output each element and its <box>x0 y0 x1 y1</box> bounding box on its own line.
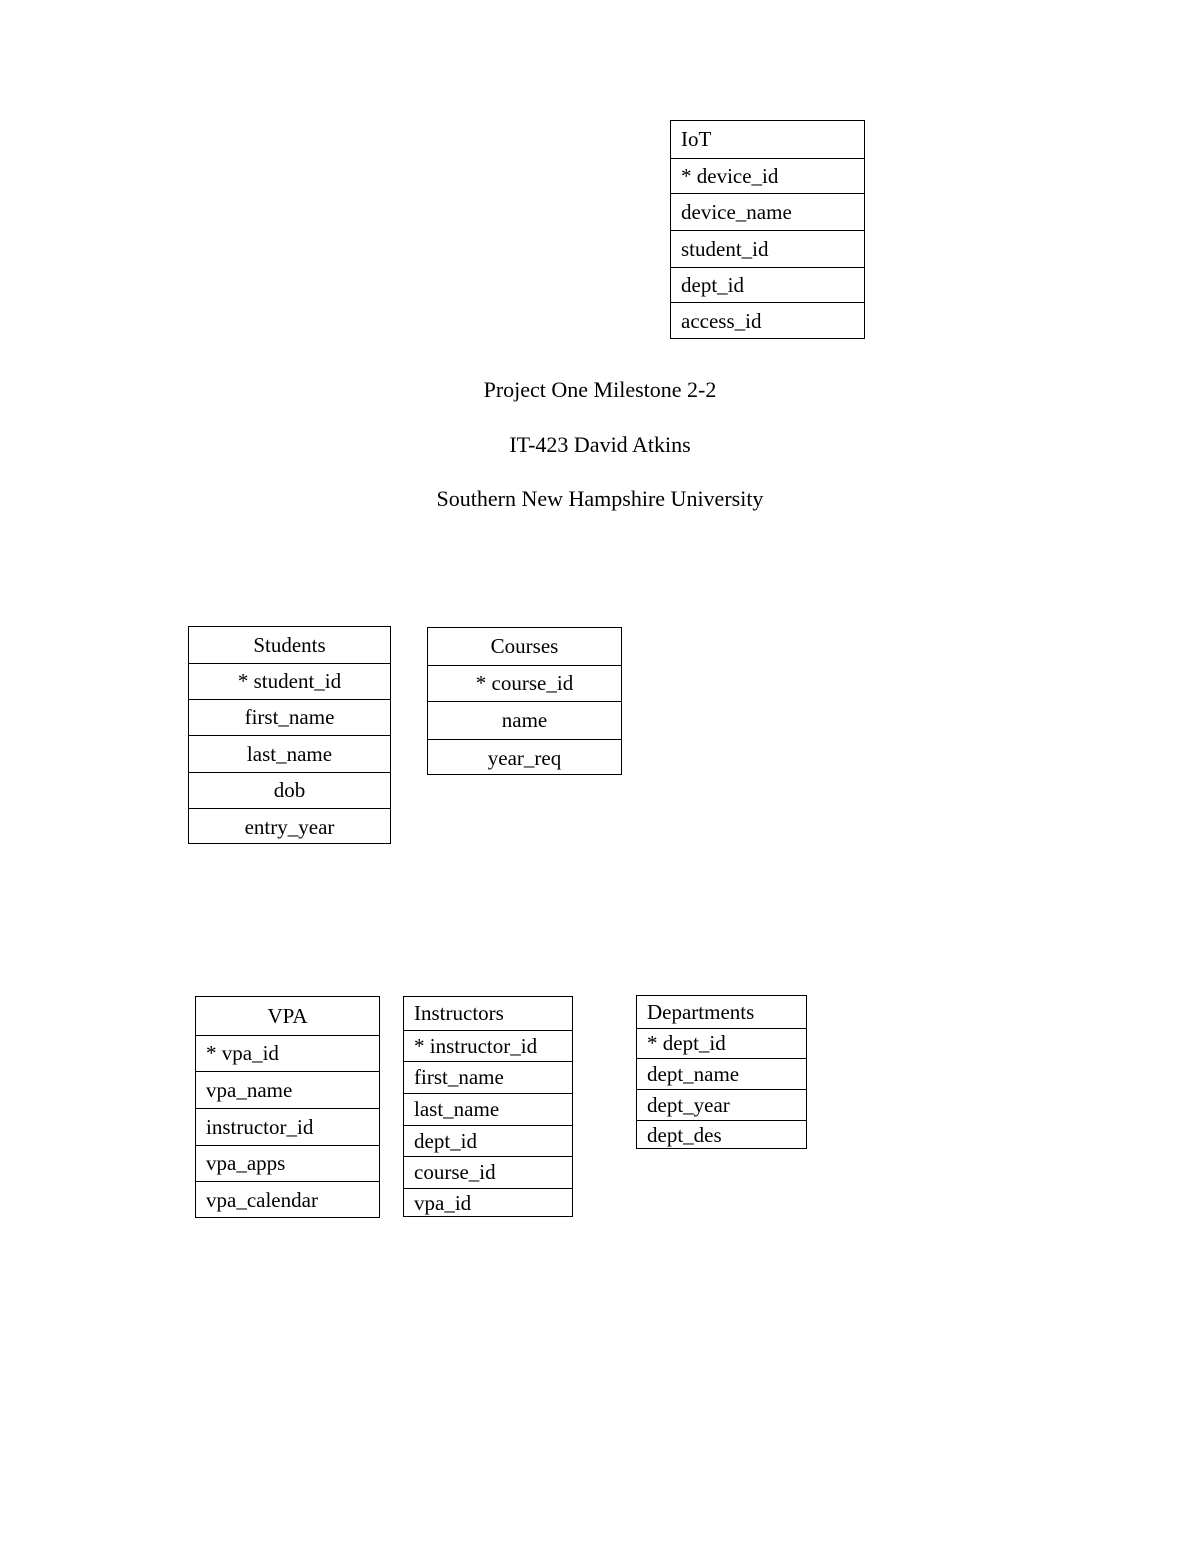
course-author-line: IT-423 David Atkins <box>509 432 691 457</box>
entity-instructors-field-instructor-id: * instructor_id <box>404 1030 572 1061</box>
entity-instructors-field-dept-id: dept_id <box>404 1125 572 1156</box>
university-line: Southern New Hampshire University <box>436 486 764 511</box>
entity-departments-field-dept-des: dept_des <box>637 1120 806 1150</box>
entity-students <box>188 626 391 844</box>
entity-courses-header: Courses <box>490 634 559 658</box>
entity-courses <box>427 627 622 775</box>
entity-instructors-header: Instructors <box>414 1001 504 1025</box>
entity-vpa-field-vpa-id: * vpa_id <box>196 1035 379 1071</box>
entity-vpa-field-vpa-name: vpa_name <box>196 1071 379 1108</box>
entity-departments <box>636 995 807 1149</box>
entity-students-field-dob: dob <box>189 772 390 808</box>
entity-vpa <box>195 996 380 1218</box>
entity-students-header: Students <box>253 632 326 657</box>
entity-instructors <box>403 996 573 1217</box>
entity-iot-field-device-name: device_name <box>671 193 864 230</box>
entity-students-field-entry-year: entry_year <box>189 808 390 845</box>
entity-vpa-field-instructor-id: instructor_id <box>196 1108 379 1145</box>
entity-courses-field-year-req: year_req <box>428 739 621 776</box>
entity-departments-header: Departments <box>647 999 755 1024</box>
entity-instructors-field-course-id: course_id <box>404 1156 572 1188</box>
entity-students-field-last-name: last_name <box>189 735 390 772</box>
entity-iot-field-dept-id: dept_id <box>671 267 864 302</box>
entity-iot-field-student-id: student_id <box>671 230 864 267</box>
entity-vpa-header: VPA <box>267 1003 308 1028</box>
entity-vpa-field-vpa-calendar: vpa_calendar <box>196 1181 379 1219</box>
entity-students-field-student-id: * student_id <box>189 663 390 699</box>
entity-students-field-first-name: first_name <box>189 699 390 735</box>
entity-iot-header: IoT <box>681 127 712 151</box>
entity-iot <box>670 120 865 339</box>
entity-iot-field-device-id: * device_id <box>671 158 864 193</box>
doc-title: Project One Milestone 2-2 <box>483 377 717 402</box>
entity-vpa-field-vpa-apps: vpa_apps <box>196 1145 379 1181</box>
entity-instructors-field-vpa-id: vpa_id <box>404 1188 572 1218</box>
entity-instructors-field-last-name: last_name <box>404 1093 572 1125</box>
entity-iot-field-access-id: access_id <box>671 302 864 340</box>
entity-courses-field-name: name <box>428 701 621 739</box>
entity-departments-field-dept-name: dept_name <box>637 1058 806 1089</box>
entity-courses-field-course-id: * course_id <box>428 665 621 701</box>
entity-departments-field-dept-id: * dept_id <box>637 1028 806 1058</box>
entity-departments-field-dept-year: dept_year <box>637 1089 806 1120</box>
entity-instructors-field-first-name: first_name <box>404 1061 572 1093</box>
